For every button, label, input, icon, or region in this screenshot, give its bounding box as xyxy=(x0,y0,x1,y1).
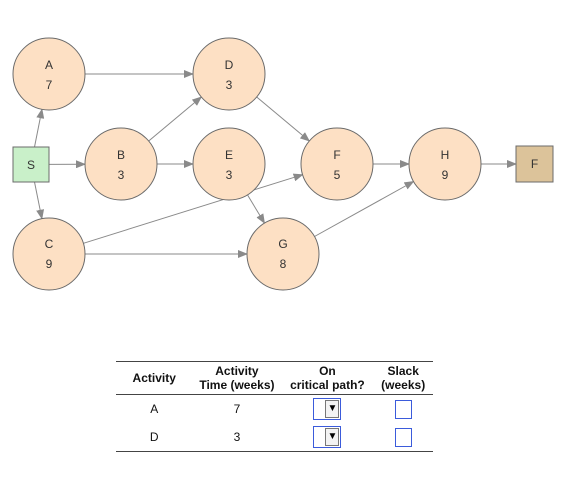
node-c-id: C xyxy=(44,237,54,251)
node-d-id: D xyxy=(224,58,234,72)
finish-label: F xyxy=(530,157,539,171)
header-activity-time xyxy=(192,362,281,395)
header-critical-line2: critical path? xyxy=(290,378,365,392)
critical-path-dropdown[interactable] xyxy=(313,426,341,448)
node-b-id: B xyxy=(116,148,126,162)
node-a-time: 7 xyxy=(45,78,53,92)
start-label: S xyxy=(26,158,36,172)
header-activity: Activity xyxy=(132,371,176,385)
critical-path-dropdown[interactable] xyxy=(313,398,341,420)
activity-node-a xyxy=(13,38,85,110)
row-activity: A xyxy=(150,402,159,416)
row-activity: D xyxy=(149,430,159,444)
slack-input[interactable] xyxy=(395,400,412,419)
node-f-id: F xyxy=(333,148,341,162)
node-h-id: H xyxy=(440,148,450,162)
node-e-id: E xyxy=(224,148,234,162)
node-d-time: 3 xyxy=(225,78,233,92)
node-h-time: 9 xyxy=(441,168,449,182)
chevron-down-icon: ▼ xyxy=(325,400,339,418)
activity-table xyxy=(116,361,433,452)
slack-input[interactable] xyxy=(395,428,412,447)
header-slack xyxy=(373,362,433,395)
node-b-time: 3 xyxy=(117,168,125,182)
node-c-time: 9 xyxy=(45,257,53,271)
row-time: 7 xyxy=(233,402,241,416)
activity-node-b xyxy=(85,128,157,200)
row-critical-cell xyxy=(281,423,373,452)
row-slack-cell xyxy=(373,423,433,452)
activity-node-g xyxy=(247,218,319,290)
row-critical-cell xyxy=(281,395,373,424)
activity-node-e xyxy=(193,128,265,200)
table-row xyxy=(116,423,433,452)
activity-node-c xyxy=(13,218,85,290)
header-time-line2: Time (weeks) xyxy=(199,378,275,392)
node-e-time: 3 xyxy=(225,168,233,182)
chevron-down-icon: ▼ xyxy=(325,428,339,446)
node-g-time: 8 xyxy=(279,257,287,271)
activity-node-h xyxy=(409,128,481,200)
header-critical-path xyxy=(281,362,373,395)
node-g-id: G xyxy=(278,237,288,251)
activity-node-f xyxy=(301,128,373,200)
row-slack-cell xyxy=(373,395,433,424)
activity-node-d xyxy=(193,38,265,110)
edge-s-c xyxy=(35,182,42,219)
table-header-row xyxy=(116,362,433,395)
header-time-line1: Activity xyxy=(215,364,259,378)
start-node xyxy=(13,147,49,182)
edge-d-f xyxy=(257,97,310,141)
edge-b-d xyxy=(149,97,202,141)
node-a-id: A xyxy=(44,58,54,72)
edge-e-g xyxy=(248,195,265,223)
header-critical-line1: On xyxy=(319,364,336,378)
finish-node xyxy=(516,146,553,182)
node-f-time: 5 xyxy=(333,168,341,182)
activity-table-container xyxy=(116,361,433,452)
header-slack-line1: Slack xyxy=(387,364,419,378)
edge-s-a xyxy=(35,109,43,147)
row-time: 3 xyxy=(233,430,241,444)
header-slack-line2: (weeks) xyxy=(381,378,426,392)
nodes xyxy=(13,38,553,290)
table-row xyxy=(116,395,433,424)
